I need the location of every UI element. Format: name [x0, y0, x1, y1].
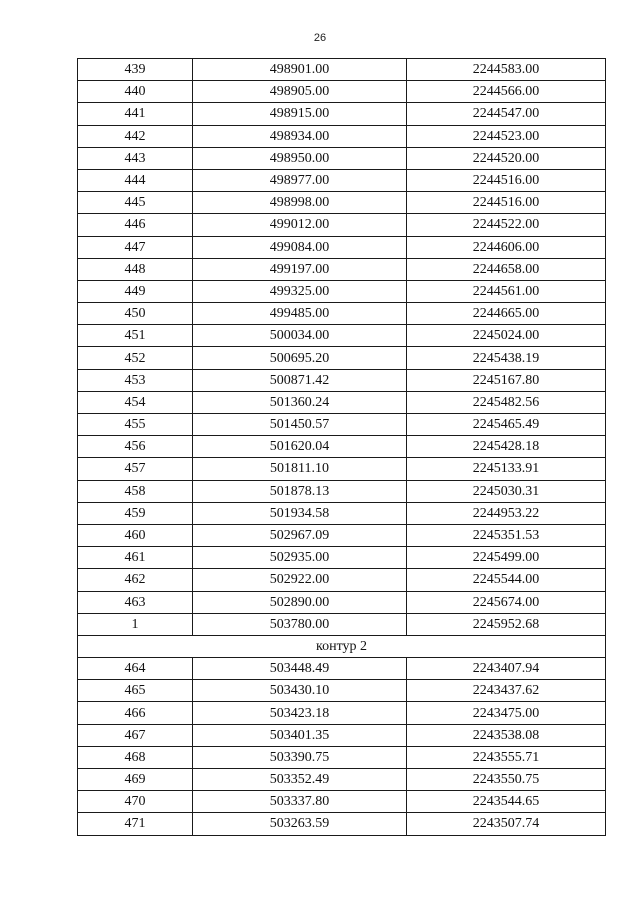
y-coordinate-cell: 2244520.00	[407, 147, 606, 169]
x-coordinate-cell: 500871.42	[193, 369, 407, 391]
x-coordinate-cell: 502967.09	[193, 524, 407, 546]
point-number-cell: 445	[78, 192, 193, 214]
x-coordinate-cell: 498998.00	[193, 192, 407, 214]
point-number-cell: 463	[78, 591, 193, 613]
x-coordinate-cell: 498901.00	[193, 59, 407, 81]
y-coordinate-cell: 2245952.68	[407, 613, 606, 635]
x-coordinate-cell: 499485.00	[193, 303, 407, 325]
y-coordinate-cell: 2244953.22	[407, 502, 606, 524]
point-number-cell: 461	[78, 547, 193, 569]
x-coordinate-cell: 498915.00	[193, 103, 407, 125]
table-row	[78, 724, 606, 746]
table-row	[78, 502, 606, 524]
y-coordinate-cell: 2244583.00	[407, 59, 606, 81]
point-number-cell: 455	[78, 414, 193, 436]
y-coordinate-cell: 2244606.00	[407, 236, 606, 258]
point-number-cell: 443	[78, 147, 193, 169]
table-row	[78, 81, 606, 103]
table-row	[78, 391, 606, 413]
x-coordinate-cell: 498905.00	[193, 81, 407, 103]
table-row	[78, 569, 606, 591]
point-number-cell: 1	[78, 613, 193, 635]
x-coordinate-cell: 501934.58	[193, 502, 407, 524]
point-number-cell: 468	[78, 746, 193, 768]
table-row	[78, 680, 606, 702]
y-coordinate-cell: 2245428.18	[407, 436, 606, 458]
table-row	[78, 192, 606, 214]
x-coordinate-cell: 498977.00	[193, 169, 407, 191]
y-coordinate-cell: 2245133.91	[407, 458, 606, 480]
y-coordinate-cell: 2243555.71	[407, 746, 606, 768]
point-number-cell: 441	[78, 103, 193, 125]
x-coordinate-cell: 502922.00	[193, 569, 407, 591]
y-coordinate-cell: 2243538.08	[407, 724, 606, 746]
point-number-cell: 454	[78, 391, 193, 413]
table-row	[78, 791, 606, 813]
coordinates-table-container	[77, 58, 605, 836]
table-row	[78, 613, 606, 635]
point-number-cell: 471	[78, 813, 193, 835]
contour-label: контур 2	[78, 635, 606, 657]
y-coordinate-cell: 2243507.74	[407, 813, 606, 835]
x-coordinate-cell: 499012.00	[193, 214, 407, 236]
table-row	[78, 591, 606, 613]
page-number: 26	[313, 32, 327, 44]
table-row	[78, 258, 606, 280]
table-row	[78, 547, 606, 569]
y-coordinate-cell: 2245544.00	[407, 569, 606, 591]
x-coordinate-cell: 503430.10	[193, 680, 407, 702]
table-row	[78, 414, 606, 436]
point-number-cell: 470	[78, 791, 193, 813]
y-coordinate-cell: 2244566.00	[407, 81, 606, 103]
point-number-cell: 442	[78, 125, 193, 147]
table-body-contour-1	[78, 59, 606, 636]
y-coordinate-cell: 2244658.00	[407, 258, 606, 280]
y-coordinate-cell: 2245482.56	[407, 391, 606, 413]
y-coordinate-cell: 2244522.00	[407, 214, 606, 236]
x-coordinate-cell: 498950.00	[193, 147, 407, 169]
point-number-cell: 466	[78, 702, 193, 724]
x-coordinate-cell: 503390.75	[193, 746, 407, 768]
point-number-cell: 450	[78, 303, 193, 325]
table-row	[78, 769, 606, 791]
x-coordinate-cell: 503448.49	[193, 658, 407, 680]
point-number-cell: 469	[78, 769, 193, 791]
point-number-cell: 452	[78, 347, 193, 369]
y-coordinate-cell: 2245167.80	[407, 369, 606, 391]
point-number-cell: 453	[78, 369, 193, 391]
y-coordinate-cell: 2244516.00	[407, 192, 606, 214]
point-number-cell: 460	[78, 524, 193, 546]
table-row	[78, 147, 606, 169]
x-coordinate-cell: 501620.04	[193, 436, 407, 458]
x-coordinate-cell: 498934.00	[193, 125, 407, 147]
table-row	[78, 236, 606, 258]
y-coordinate-cell: 2244665.00	[407, 303, 606, 325]
table-row	[78, 458, 606, 480]
y-coordinate-cell: 2243475.00	[407, 702, 606, 724]
point-number-cell: 467	[78, 724, 193, 746]
y-coordinate-cell: 2243437.62	[407, 680, 606, 702]
contour-header-section	[78, 635, 606, 657]
y-coordinate-cell: 2244516.00	[407, 169, 606, 191]
point-number-cell: 462	[78, 569, 193, 591]
table-row	[78, 658, 606, 680]
table-row	[78, 303, 606, 325]
point-number-cell: 464	[78, 658, 193, 680]
y-coordinate-cell: 2245438.19	[407, 347, 606, 369]
point-number-cell: 459	[78, 502, 193, 524]
point-number-cell: 446	[78, 214, 193, 236]
point-number-cell: 449	[78, 280, 193, 302]
table-row	[78, 702, 606, 724]
x-coordinate-cell: 502890.00	[193, 591, 407, 613]
y-coordinate-cell: 2245030.31	[407, 480, 606, 502]
x-coordinate-cell: 502935.00	[193, 547, 407, 569]
y-coordinate-cell: 2244561.00	[407, 280, 606, 302]
coordinates-table	[77, 58, 606, 836]
x-coordinate-cell: 501878.13	[193, 480, 407, 502]
table-row	[78, 369, 606, 391]
table-row	[78, 169, 606, 191]
y-coordinate-cell: 2244547.00	[407, 103, 606, 125]
point-number-cell: 451	[78, 325, 193, 347]
point-number-cell: 444	[78, 169, 193, 191]
x-coordinate-cell: 501360.24	[193, 391, 407, 413]
y-coordinate-cell: 2245499.00	[407, 547, 606, 569]
x-coordinate-cell: 501811.10	[193, 458, 407, 480]
y-coordinate-cell: 2243407.94	[407, 658, 606, 680]
y-coordinate-cell: 2245024.00	[407, 325, 606, 347]
point-number-cell: 439	[78, 59, 193, 81]
x-coordinate-cell: 503337.80	[193, 791, 407, 813]
x-coordinate-cell: 503401.35	[193, 724, 407, 746]
contour-header-row	[78, 635, 606, 657]
table-row	[78, 125, 606, 147]
table-row	[78, 214, 606, 236]
table-row	[78, 280, 606, 302]
y-coordinate-cell: 2245465.49	[407, 414, 606, 436]
point-number-cell: 458	[78, 480, 193, 502]
x-coordinate-cell: 499325.00	[193, 280, 407, 302]
x-coordinate-cell: 503263.59	[193, 813, 407, 835]
point-number-cell: 448	[78, 258, 193, 280]
point-number-cell: 447	[78, 236, 193, 258]
x-coordinate-cell: 499197.00	[193, 258, 407, 280]
point-number-cell: 457	[78, 458, 193, 480]
x-coordinate-cell: 503352.49	[193, 769, 407, 791]
table-row	[78, 347, 606, 369]
x-coordinate-cell: 503423.18	[193, 702, 407, 724]
x-coordinate-cell: 501450.57	[193, 414, 407, 436]
table-row	[78, 480, 606, 502]
table-row	[78, 746, 606, 768]
y-coordinate-cell: 2245674.00	[407, 591, 606, 613]
table-row	[78, 325, 606, 347]
point-number-cell: 456	[78, 436, 193, 458]
x-coordinate-cell: 499084.00	[193, 236, 407, 258]
y-coordinate-cell: 2243544.65	[407, 791, 606, 813]
x-coordinate-cell: 500695.20	[193, 347, 407, 369]
x-coordinate-cell: 500034.00	[193, 325, 407, 347]
table-row	[78, 59, 606, 81]
y-coordinate-cell: 2244523.00	[407, 125, 606, 147]
table-row	[78, 103, 606, 125]
point-number-cell: 465	[78, 680, 193, 702]
table-row	[78, 436, 606, 458]
table-body-contour-2	[78, 658, 606, 836]
point-number-cell: 440	[78, 81, 193, 103]
table-row	[78, 524, 606, 546]
y-coordinate-cell: 2243550.75	[407, 769, 606, 791]
y-coordinate-cell: 2245351.53	[407, 524, 606, 546]
x-coordinate-cell: 503780.00	[193, 613, 407, 635]
table-row	[78, 813, 606, 835]
